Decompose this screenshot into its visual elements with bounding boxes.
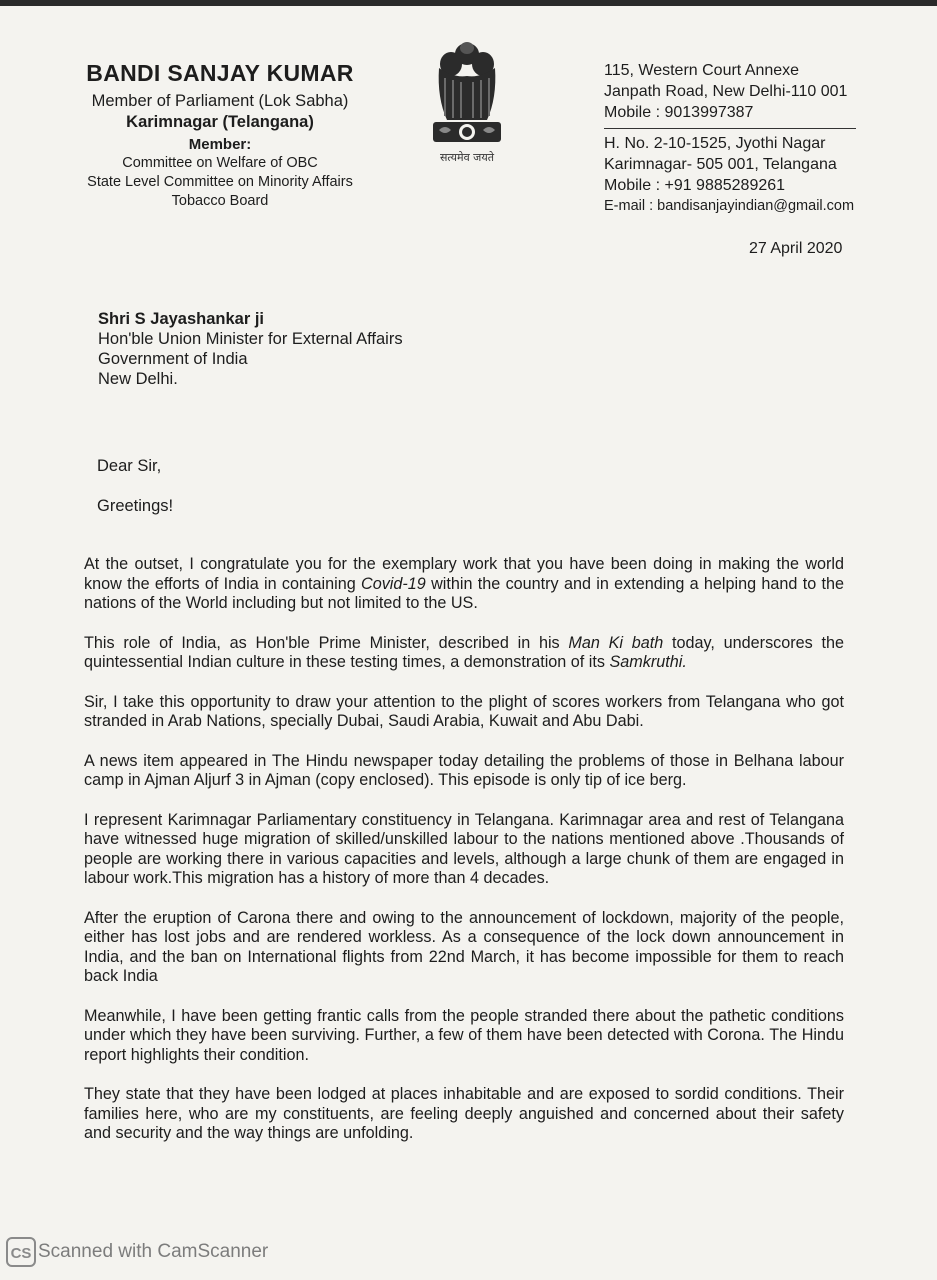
letter-date: 27 April 2020 [749, 240, 843, 257]
sender-constituency: Karimnagar (Telangana) [126, 113, 314, 131]
body-paragraph: Sir, I take this opportunity to draw your attention to the plight of scores workers from Telangana who got stranded in Arab Nations, specially Dubai, Saudi Arabia, Kuwait and Abu Dabi. [84, 692, 844, 730]
body-paragraph: Meanwhile, I have been getting frantic calls from the people stranded there about the pathetic conditions under which they have been surviving. Further, a few of them have been detected with Corona. The Hindu report highlights their condition. [84, 1006, 844, 1064]
delhi-mobile: Mobile : 9013997387 [604, 104, 754, 121]
sender-block [60, 60, 380, 211]
camscanner-logo-icon [6, 1237, 36, 1267]
local-mobile: Mobile : +91 9885289261 [604, 177, 786, 194]
delhi-address-line: 115, Western Court Annexe [604, 62, 800, 79]
membership-item: State Level Committee on Minority Affairs [87, 174, 353, 190]
sender-name: BANDI SANJAY KUMAR [86, 60, 354, 86]
body-paragraph: A news item appeared in The Hindu newspaper today detailing the problems of those in Belhana labour camp in Ajman Aljurf 3 in Ajman (copy enclosed). This episode is only tip of ice berg. [84, 751, 844, 789]
local-address-line: H. No. 2-10-1525, Jyothi Nagar [604, 135, 826, 152]
address-divider [604, 128, 856, 129]
sender-title: Member of Parliament (Lok Sabha) [91, 92, 349, 110]
body-paragraph: They state that they have been lodged at places inhabitable and are exposed to sordid conditions. Their families here, who are my constituents, are feeling deeply anguished and concerned about their safety and security and the way things are unfolding. [84, 1085, 844, 1142]
recipient-name: Shri S Jayashankar ji [98, 310, 265, 328]
address-block [604, 60, 856, 217]
camscanner-logo-text: CS [10, 1245, 32, 1262]
body-paragraph: I represent Karimnagar Parliamentary constituency in Telangana. Karimnagar area and rest of Telangana have witnessed huge migration of skilled/unskilled labour to the nations mentioned above .Thousands of people are working there in various capacities and levels, although a large chunk of them are engaged in labour work.This migration has a history of more than 4 decades. [84, 810, 844, 887]
watermark-text: Scanned with CamScanner [38, 1241, 269, 1262]
membership-item: Committee on Welfare of OBC [122, 155, 318, 171]
recipient-block [98, 309, 403, 389]
greeting: Greetings! [97, 497, 174, 515]
recipient-city: New Delhi. [98, 370, 178, 388]
camscanner-watermark [6, 1237, 268, 1267]
delhi-address-line: Janpath Road, New Delhi-110 001 [604, 83, 848, 100]
membership-item: Tobacco Board [171, 193, 269, 209]
body-paragraph: At the outset, I congratulate you for the exemplary work that you have been doing in making the world know the efforts of India in containing Covid-19 within the country and in extending a helping hand to the nations of the World including but not limited to the US. [84, 555, 844, 612]
recipient-organization: Government of India [98, 350, 248, 368]
national-emblem-icon [425, 38, 510, 166]
local-address-line: Karimnagar- 505 001, Telangana [604, 156, 837, 173]
emblem-motto: सत्यमेव जयते [439, 151, 495, 164]
letter-body [84, 555, 844, 1164]
body-paragraph: After the eruption of Carona there and owing to the announcement of lockdown, majority of the people, either has lost jobs and are rendered workless. As a consequence of the lock down announcement in India, and the ban on International flights from 22nd March, it has become impossible for them to reach back India [84, 908, 844, 985]
body-paragraph: This role of India, as Hon'ble Prime Minister, described in his Man Ki bath today, underscores the quintessential Indian culture in these testing times, a demonstration of its Samkruthi. [84, 633, 844, 671]
scan-top-edge [0, 0, 937, 6]
salutation: Dear Sir, [97, 457, 162, 475]
member-label: Member: [188, 136, 252, 153]
recipient-designation: Hon'ble Union Minister for External Affairs [98, 330, 403, 348]
email-line: E-mail : bandisanjayindian@gmail.com [604, 198, 855, 214]
